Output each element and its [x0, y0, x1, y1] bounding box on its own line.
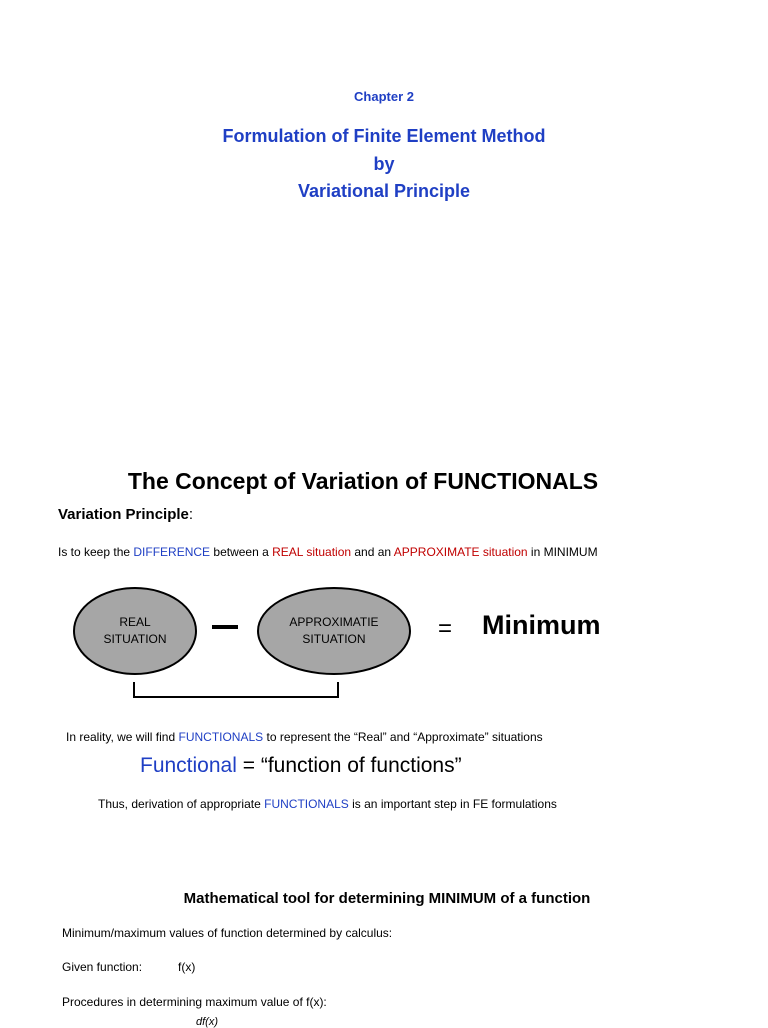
derivative-fragment: df(x)	[196, 1016, 218, 1028]
equals-sign: =	[438, 615, 453, 642]
real-ellipse-line-2: SITUATION	[103, 632, 167, 646]
procedures-line: Procedures in determining maximum value of f(x):	[62, 995, 327, 1009]
thus-sentence	[98, 797, 557, 811]
approximate-situation-term: APPROXIMATE situation	[393, 545, 528, 559]
functionals-term-2: FUNCTIONALS	[264, 797, 349, 811]
functional-definition-rest: = “function of functions”	[236, 754, 462, 777]
variation-principle-label	[58, 506, 193, 523]
real-situation-ellipse	[73, 587, 197, 675]
principle-sentence	[58, 545, 598, 559]
math-heading: Mathematical tool for determining MINIMUM of a function	[183, 890, 591, 907]
sentence-part-2: between a	[210, 545, 273, 559]
sentence-part-4: in MINIMUM	[527, 545, 598, 559]
real-situation-term: REAL situation	[272, 545, 352, 559]
difference-bracket	[133, 682, 339, 698]
approx-ellipse-line-2: SITUATION	[302, 632, 366, 646]
subheading-colon: :	[188, 506, 194, 523]
real-ellipse-line-1: REAL	[119, 615, 151, 629]
functionals-term-1: FUNCTIONALS	[178, 730, 264, 744]
minimum-label: Minimum	[482, 610, 601, 640]
given-function-value: f(x)	[178, 960, 196, 974]
approx-ellipse-line-1: APPROXIMATIE	[289, 615, 379, 629]
subheading-text: Variation Principle	[58, 506, 189, 523]
functional-term: Functional	[140, 754, 237, 777]
reality-sentence	[66, 730, 543, 744]
chapter-title-line-2: by	[373, 154, 395, 174]
minus-sign	[212, 625, 238, 629]
approximate-situation-ellipse	[257, 587, 411, 675]
sentence-part-3: and an	[351, 545, 394, 559]
chapter-title-line-3: Variational Principle	[297, 181, 471, 201]
reality-part-1: In reality, we will find	[66, 730, 179, 744]
reality-part-2: to represent the “Real” and “Approximate” situations	[263, 730, 543, 744]
functional-definition	[140, 754, 462, 778]
section-heading: The Concept of Variation of FUNCTIONALS	[127, 468, 599, 494]
given-function-label: Given function:	[62, 960, 143, 974]
chapter-label: Chapter 2	[354, 89, 414, 104]
chapter-title-line-1: Formulation of Finite Element Method	[222, 126, 546, 146]
difference-term: DIFFERENCE	[133, 545, 211, 559]
sentence-part-1: Is to keep the	[58, 545, 134, 559]
thus-part-1: Thus, derivation of appropriate	[98, 797, 265, 811]
thus-part-2: is an important step in FE formulations	[348, 797, 557, 811]
math-line-1: Minimum/maximum values of function determined by calculus:	[62, 926, 393, 940]
